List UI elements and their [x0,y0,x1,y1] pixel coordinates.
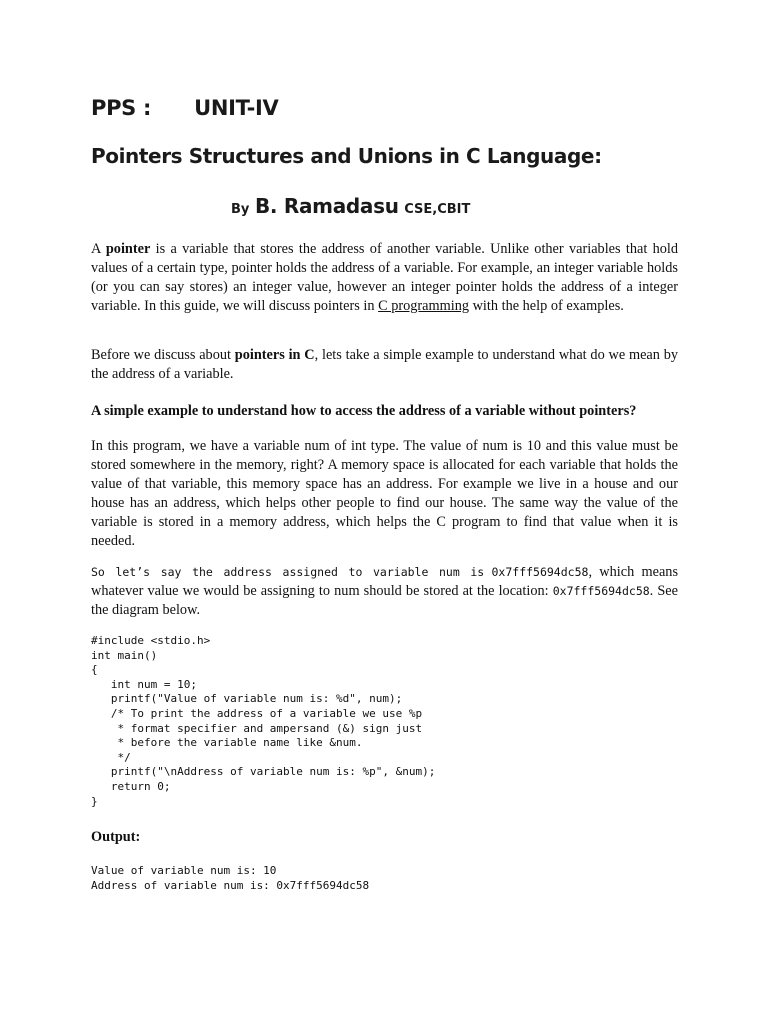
by-label: By [231,202,250,217]
author-line [231,194,470,218]
unit-heading [91,96,279,120]
output-block: Value of variable num is: 10 Address of variable num is: 0x7fff5694dc58 [91,864,370,892]
before-text-end: , lets take a simple example to understand what do we mean by the address of a variable. [91,347,678,383]
intro-article: A [91,241,101,257]
intro-paragraph [91,240,678,316]
address-paragraph [91,563,678,620]
address-value: 0x7fff5694dc58 [491,565,589,579]
intro-text: is a variable that stores the address of another variable. Unlike other variables that hold values of a certain type, pointer holds the address of a variable. For example, an integer variable holds (or you can say stores) an integer value, however an integer pointer holds the address of a integer variable. In this guide, we will discuss pointers in [91,241,679,315]
unit-label: UNIT-IV [194,96,279,120]
pointer-term: pointer [105,241,151,257]
address-text: , which means whatever value we would be assigning to num should be stored at the location: [91,564,679,600]
c-programming-link[interactable]: C programming [378,298,470,315]
document-title: Pointers Structures and Unions in C Language: [91,144,602,168]
before-text: Before we discuss about [91,347,231,363]
address-text-end: . See the diagram below. [91,583,678,619]
before-paragraph [91,346,678,384]
example-subheading: A simple example to understand how to access the address of a variable without pointers? [91,403,637,419]
output-label: Output: [91,829,141,845]
program-explanation: In this program, we have a variable num of int type. The value of num is 10 and this value must be stored somewhere in the memory, right? A memory space is allocated for each variable that holds the value of that variable, this memory space has an address. For example we live in a house and our house has an address, which helps other people to find our house. The same way the value of the variable is stored in a memory address, which helps the C program to find that value when it is needed. [91,438,678,550]
author-name: B. Ramadasu [254,194,399,218]
author-dept: CSE,CBIT [404,202,471,217]
pointers-in-c-term: pointers in C [234,347,315,363]
code-block: #include <stdio.h> int main() { int num = 10; printf("Value of variable num is: %d", num); /* To print the address of a variable we use %p * format specifier and ampersand (&) sign just * before the variable name like &num. */ printf("\nAddress of variable num is: %p", &num); return 0; } [91,634,436,808]
course-label: PPS : [91,96,152,120]
address-intro: So let’s say the address assigned to variable num is [91,565,485,579]
address-value-2: 0x7fff5694dc58 [552,584,650,599]
intro-text-end: with the help of examples. [472,298,624,315]
